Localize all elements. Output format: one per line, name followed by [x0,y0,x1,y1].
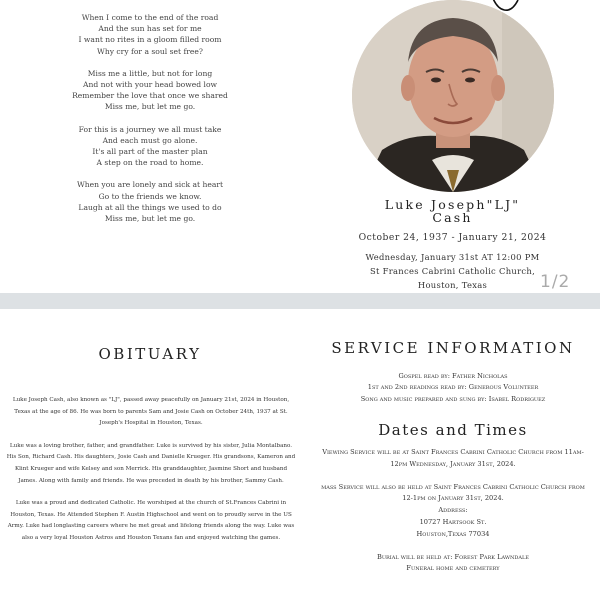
poem-line: For this is a journey we all must take [78,124,222,134]
service-info [318,371,588,405]
service-info-line: Song and music prepared and sung by: Isabel Rodriguez [360,394,546,403]
obituary-paragraph: Luke Joseph Cash, also known as "LJ", passed away peacefully on January 21st, 2024 in Houston, Texas at the age of 86. He was born to parents Sam and Josie Cash on October 24th, 1937 at St. Joseph's Hospital in Houston, Texas. [12,397,290,427]
page-indicator: 1/2 [540,272,571,292]
service-location: St Frances Cabrini Catholic Church, [369,266,536,276]
poem-line: Why cry for a soul set free? [97,46,203,56]
mass-text: mass Service will also be held at Saint Frances Cabrini Catholic Church from 12-1pm on January 31st, 2024. [321,482,585,503]
service-datetime: Wednesday, January 31st AT 12:00 PM [365,252,540,262]
poem-line: Laugh at all the things we used to do [78,202,222,212]
obituary-paragraph: Luke was a proud and dedicated Catholic. He worshiped at the church of St.Frances Cabrini in Houston, Texas. He Attended Stephen F. Austin Highschool and went on to proudly serve in the US Army. Luke had longlasting careers where he met great and lifelong friends along the way. Luke was also a very loyal Houston Astros and Houston Texans fan and enjoyed watching the games. [7,500,295,541]
viewing-info: Viewing Service will be at Saint Frances Cabrini Catholic Church from 11am-12pm Wednesday, January 31st, 2024. [322,448,584,468]
poem-line: And not with your head bowed low [82,80,218,90]
obituary-paragraph: Luke was a loving brother, father, and grandfather. Luke is survived by his sister, Julia Montalbano. His Son, Richard Cash. His daughters, Josie Cash and Danielle Krueger. His grandsons, Kameron and Klint Krueger and wife Kelsey and son Merrick. His granddaughter, Jasmine Short and husband James. Along with family and friends. He was preceded in death by his brother, Sammy Cash. [6,442,296,484]
poem-line: Miss me, but let me go. [104,102,196,112]
burial-line-2: Funeral home and cemetery [406,564,500,573]
poem-line: When you are lonely and sick at heart [76,180,224,190]
poem-line: Remember the love that once we shared [72,91,228,101]
service-info-line: Gospel read by: Father Nicholas [398,372,508,380]
poem-stanza-1 [40,12,260,57]
deceased-name [330,198,575,224]
poem-line: A step on the road to home. [96,158,204,168]
dates-times [318,447,588,586]
service-info-title: SERVICE INFORMATION [331,339,575,357]
burial-line-1: Burial will be held at: Forest Park Lawndale [376,552,529,561]
poem-stanza-3 [40,124,260,169]
poem-stanza-2 [40,68,260,113]
poem-line: I want no rites in a gloom filled room [78,35,222,45]
poem-line: And each must go alone. [102,135,198,145]
obituary-text [6,395,296,556]
page-one [0,0,600,293]
address-line-2: Houston,Texas 77034 [416,529,490,538]
service-info-line: 1st and 2nd readings read by: Generous Volunteer [367,383,539,392]
poem [40,12,260,235]
poem-stanza-4 [40,179,260,224]
page-two [0,309,600,600]
poem-line: Go to the friends we know. [98,191,202,201]
poem-line: Miss me a little, but not for long [87,68,213,78]
obituary-title: OBITUARY [98,345,202,363]
address-line-1: 10727 Hartsook St. [419,517,487,526]
poem-line: When I come to the end of the road [81,13,219,22]
name-line-2: Cash [432,210,473,225]
mass-info [318,482,588,541]
burial-info [318,552,588,576]
poem-line: And the sun has set for me [98,24,202,34]
poem-line: It's all part of the master plan [92,147,208,157]
address-label: Address: [438,506,468,515]
dates-times-title: Dates and Times [378,421,528,439]
poem-line: Miss me, but let me go. [104,214,196,224]
portrait-photo [352,0,554,192]
page-divider [0,293,600,309]
name-line-1: Luke Joseph"LJ" [384,197,521,212]
service-city: Houston, Texas [417,280,488,290]
life-dates: October 24, 1937 - January 21, 2024 [358,232,547,243]
